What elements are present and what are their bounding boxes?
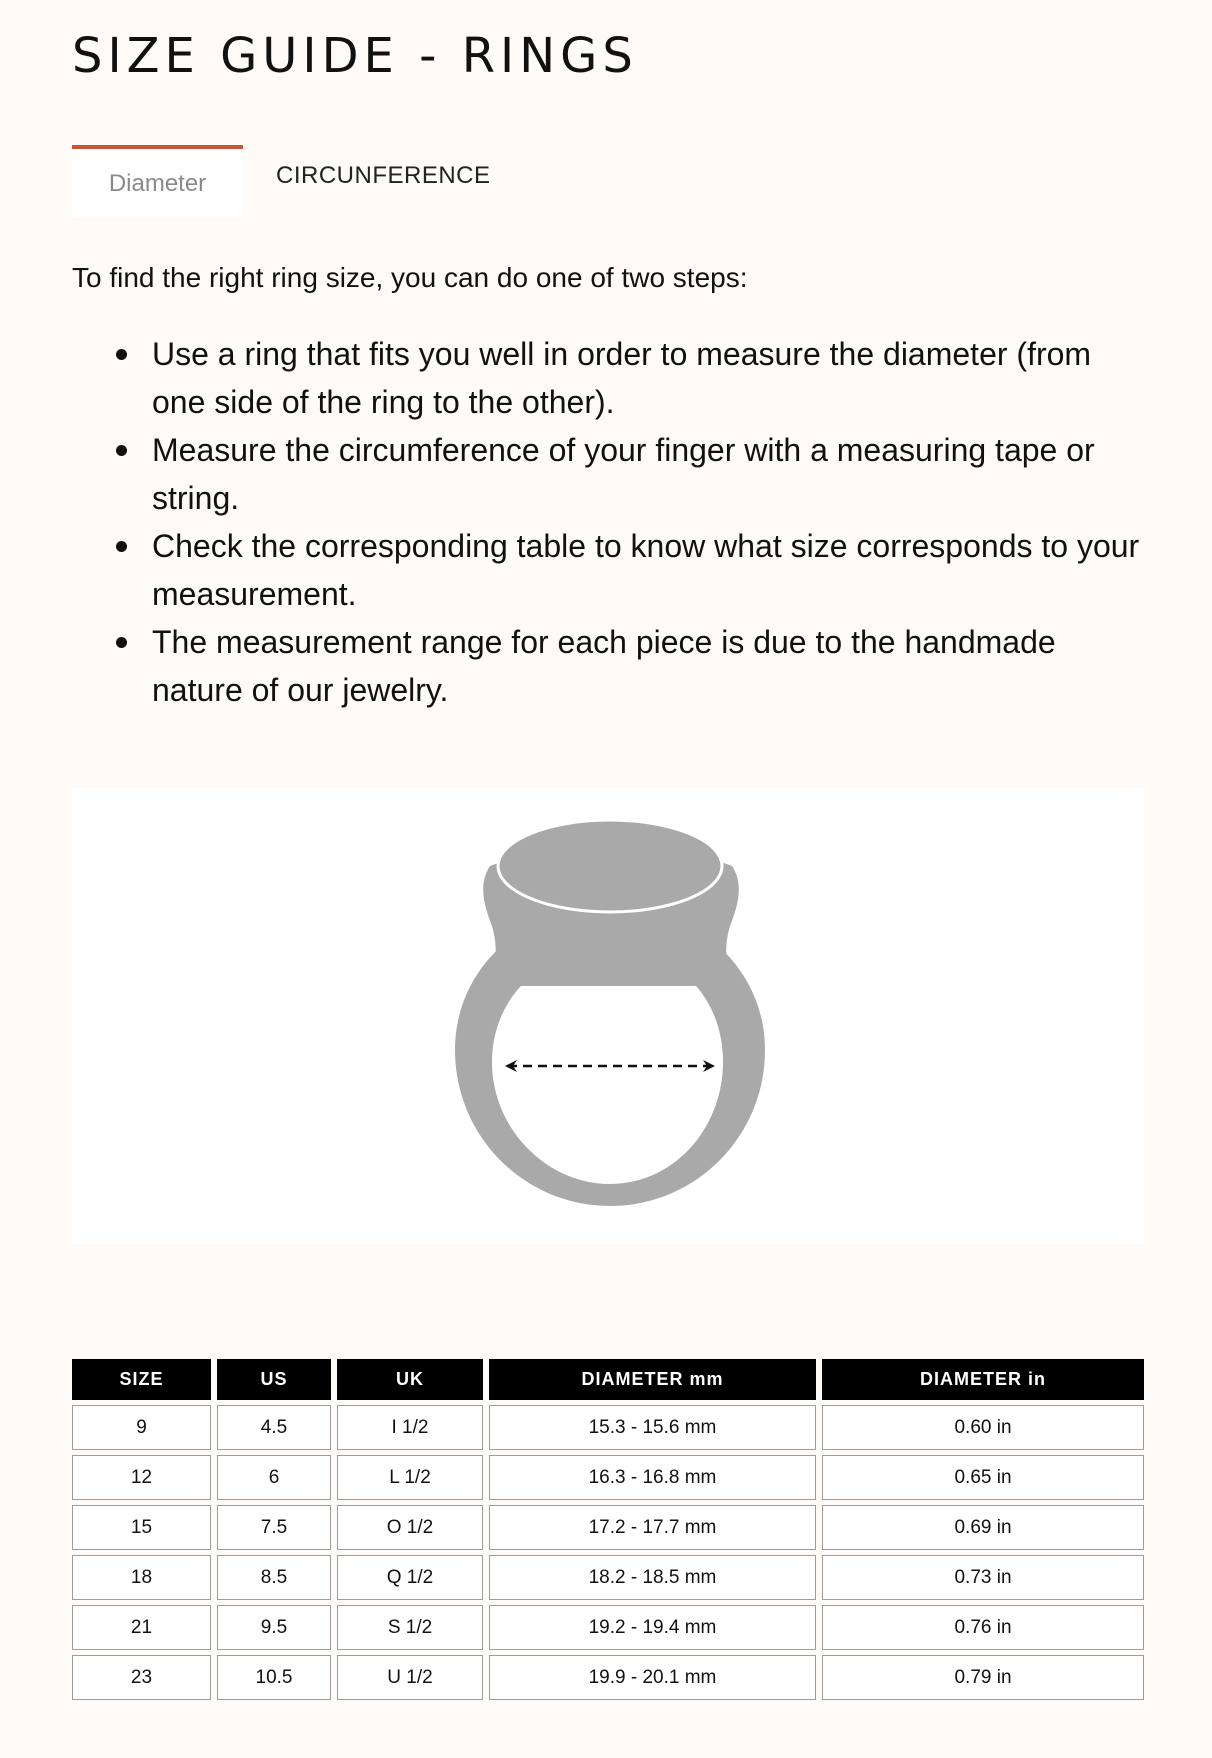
header-uk: UK [337,1359,483,1400]
cell-uk: I 1/2 [337,1405,483,1450]
cell-uk: L 1/2 [337,1455,483,1500]
bullet-icon [116,541,127,552]
cell-size: 12 [72,1455,211,1500]
bullet-icon [116,637,127,648]
table-row [72,1605,1144,1650]
cell-size: 9 [72,1405,211,1450]
cell-diameter-in: 0.79 in [822,1655,1144,1700]
cell-diameter-in: 0.69 in [822,1505,1144,1550]
list-item [152,618,1152,714]
table-header-row [72,1359,1144,1400]
cell-us: 8.5 [217,1555,331,1600]
step-text: Check the corresponding table to know what size corresponds to your measurement. [152,528,1140,612]
cell-us: 4.5 [217,1405,331,1450]
header-diameter-in: DIAMETER in [822,1359,1144,1400]
cell-size: 21 [72,1605,211,1650]
header-us: US [217,1359,331,1400]
cell-uk: S 1/2 [337,1605,483,1650]
ring-diameter-illustration-icon [72,788,1144,1244]
cell-us: 10.5 [217,1655,331,1700]
step-text: Measure the circumference of your finger with a measuring tape or string. [152,432,1095,516]
cell-size: 23 [72,1655,211,1700]
ring-illustration-panel [72,788,1144,1244]
intro-text: To find the right ring size, you can do one of two steps: [72,262,748,293]
measurement-tabs [72,145,491,217]
header-diameter-mm: DIAMETER mm [489,1359,816,1400]
step-text: The measurement range for each piece is due to the handmade nature of our jewelry. [152,624,1056,708]
table-row [72,1455,1144,1500]
cell-diameter-mm: 17.2 - 17.7 mm [489,1505,816,1550]
cell-diameter-in: 0.76 in [822,1605,1144,1650]
tab-circumference[interactable]: CIRCUNFERENCE [276,162,491,189]
cell-diameter-mm: 18.2 - 18.5 mm [489,1555,816,1600]
table-row [72,1655,1144,1700]
cell-diameter-in: 0.73 in [822,1555,1144,1600]
table-row [72,1405,1144,1450]
size-table [66,1354,1150,1705]
bullet-icon [116,445,127,456]
cell-size: 18 [72,1555,211,1600]
cell-diameter-in: 0.60 in [822,1405,1144,1450]
tab-diameter[interactable]: Diameter [72,145,243,217]
step-text: Use a ring that fits you well in order to measure the diameter (from one side of the ring to the other). [152,336,1092,420]
cell-uk: O 1/2 [337,1505,483,1550]
cell-diameter-mm: 16.3 - 16.8 mm [489,1455,816,1500]
bullet-icon [116,349,127,360]
cell-diameter-mm: 19.2 - 19.4 mm [489,1605,816,1650]
cell-us: 9.5 [217,1605,331,1650]
steps-list [152,330,1152,714]
list-item [152,426,1152,522]
cell-uk: Q 1/2 [337,1555,483,1600]
cell-uk: U 1/2 [337,1655,483,1700]
cell-us: 6 [217,1455,331,1500]
list-item [152,522,1152,618]
list-item [152,330,1152,426]
cell-us: 7.5 [217,1505,331,1550]
table-row [72,1505,1144,1550]
cell-diameter-mm: 15.3 - 15.6 mm [489,1405,816,1450]
cell-size: 15 [72,1505,211,1550]
cell-diameter-in: 0.65 in [822,1455,1144,1500]
page-title: SIZE GUIDE - RINGS [72,28,638,84]
table-row [72,1555,1144,1600]
ring-stone-shape [498,820,722,912]
cell-diameter-mm: 19.9 - 20.1 mm [489,1655,816,1700]
header-size: SIZE [72,1359,211,1400]
